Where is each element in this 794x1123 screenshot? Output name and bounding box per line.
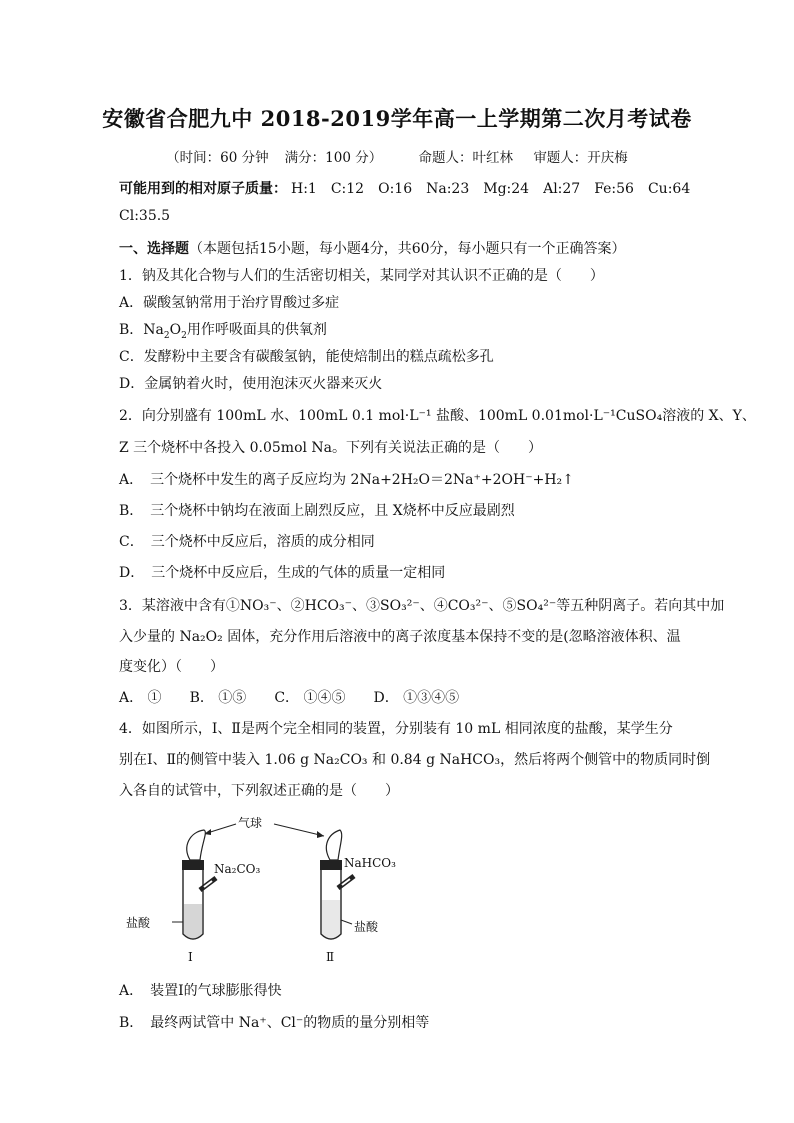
stopper-left xyxy=(182,860,204,870)
acid-left xyxy=(184,904,202,939)
q4-option-a: A． 装置Ⅰ的气球膨胀得快 xyxy=(119,983,282,999)
q2-option-a: A． 三个烧杯中发生的离子反应均为 2Na+2H₂O＝2Na⁺+2OH⁻+H₂↑ xyxy=(119,472,574,488)
apparatus-figure xyxy=(112,812,412,972)
q2-stem-2: Z 三个烧杯中各投入 0.05mol Na。下列有关说法正确的是（ ） xyxy=(119,440,543,456)
q2-stem-1: 2．向分别盛有 100mL 水、100mL 0.1 mol·L⁻¹ 盐酸、100mL 0.01mol·L⁻¹CuSO₄溶液的 X、Y、 xyxy=(119,408,756,424)
balloon-right xyxy=(326,830,341,860)
q1-b-text: 用作呼吸面具的供氧剂 xyxy=(186,322,327,338)
exam-info-line xyxy=(0,146,794,166)
q1-option-a: A．碳酸氢钠常用于治疗胃酸过多症 xyxy=(119,295,340,311)
mass-item: Al:27 xyxy=(543,181,581,197)
atomic-masses xyxy=(119,178,690,198)
q3-options xyxy=(119,687,487,707)
section-title: 一、选择题 xyxy=(119,241,189,257)
q4-stem-3: 入各自的试管中，下列叙述正确的是（ ） xyxy=(119,783,399,799)
q1-b-text: O xyxy=(169,322,182,338)
balloon-arrow-right xyxy=(274,824,324,836)
right-reagent-label: NaHCO₃ xyxy=(344,856,396,870)
exam-time: （时间：60 分钟 xyxy=(166,150,269,166)
q1-stem: 1．钠及其化合物与人们的生活密切相关，某同学对其认识不正确的是（ ） xyxy=(119,268,604,284)
q2-option-d: D． 三个烧杯中反应后，生成的气体的质量一定相同 xyxy=(119,565,446,581)
mass-item: O:16 xyxy=(378,181,413,197)
apparatus-label-1: Ⅰ xyxy=(188,950,193,964)
mass-item: H:1 xyxy=(291,181,317,197)
q1-option-b xyxy=(119,319,327,341)
section-heading xyxy=(119,238,626,258)
exam-author: 命题人：叶红林 xyxy=(418,150,514,166)
section-note: （本题包括15小题，每小题4分，共60分，每小题只有一个正确答案） xyxy=(189,241,626,257)
apparatus-drawing xyxy=(112,812,412,972)
mass-item: C:12 xyxy=(330,181,365,197)
exam-score: 满分：100 分） xyxy=(284,150,383,166)
acid-right xyxy=(322,900,340,939)
q1-b-text: B．Na xyxy=(119,322,164,338)
q1-option-d: D．金属钠着火时，使用泡沫灭火器来灭火 xyxy=(119,376,383,392)
mass-item: Na:23 xyxy=(426,181,470,197)
atomic-masses-wrap: Cl:35.5 xyxy=(119,208,171,224)
arrowhead-right xyxy=(317,831,324,838)
balloon-label: 气球 xyxy=(238,816,263,830)
exam-title: 安徽省合肥九中 2018-2019学年高一上学期第二次月考试卷 xyxy=(102,106,692,131)
stopper-right xyxy=(320,860,342,870)
q2-option-b: B． 三个烧杯中钠均在液面上剧烈反应，且 X烧杯中反应最剧烈 xyxy=(119,503,515,519)
q3-stem-3: 度变化）（ ） xyxy=(119,659,224,675)
q3-option-b: B． ①⑤ xyxy=(189,690,247,706)
q4-stem-2: 别在Ⅰ、Ⅱ的侧管中装入 1.06 g Na₂CO₃ 和 0.84 g NaHCO₃，然后将两个侧管中的物质同时倒 xyxy=(119,752,711,768)
mass-item: Mg:24 xyxy=(483,181,530,197)
q4-stem-1: 4．如图所示，Ⅰ、Ⅱ是两个完全相同的装置，分别装有 10 mL 相同浓度的盐酸，某学生分 xyxy=(119,721,673,737)
q3-option-c: C． ①④⑤ xyxy=(274,690,346,706)
q4-option-b: B． 最终两试管中 Na⁺、Cl⁻的物质的量分别相等 xyxy=(119,1015,430,1031)
q3-stem-1: 3．某溶液中含有①NO₃⁻、②HCO₃⁻、③SO₃²⁻、④CO₃²⁻、⑤SO₄²⁻等五种阴离子。若向其中加 xyxy=(119,598,725,614)
left-acid-label: 盐酸 xyxy=(126,916,151,930)
right-acid-label: 盐酸 xyxy=(354,920,379,934)
q3-stem-2: 入少量的 Na₂O₂ 固体，充分作用后溶液中的离子浓度基本保持不变的是(忽略溶液体积、温 xyxy=(119,629,681,645)
q3-option-d: D． ①③④⑤ xyxy=(373,690,460,706)
balloon-left xyxy=(187,830,206,860)
exam-reviewer: 审题人：开庆梅 xyxy=(533,150,628,166)
mass-item: Fe:56 xyxy=(594,181,634,197)
atomic-masses-label: 可能用到的相对原子质量： xyxy=(119,181,287,197)
left-reagent-label: Na₂CO₃ xyxy=(214,862,261,876)
q1-b-sub: 2 xyxy=(181,330,187,341)
q1-b-sub: 2 xyxy=(163,330,170,341)
acid-pointer-right xyxy=(341,920,352,924)
q1-option-c: C．发酵粉中主要含有碳酸氢钠，能使焙制出的糕点疏松多孔 xyxy=(119,349,494,365)
q2-option-c: C． 三个烧杯中反应后，溶质的成分相同 xyxy=(119,534,375,550)
mass-item: Cu:64 xyxy=(647,181,691,197)
apparatus-label-2: Ⅱ xyxy=(326,950,335,964)
q3-option-a: A． ① xyxy=(119,690,162,706)
